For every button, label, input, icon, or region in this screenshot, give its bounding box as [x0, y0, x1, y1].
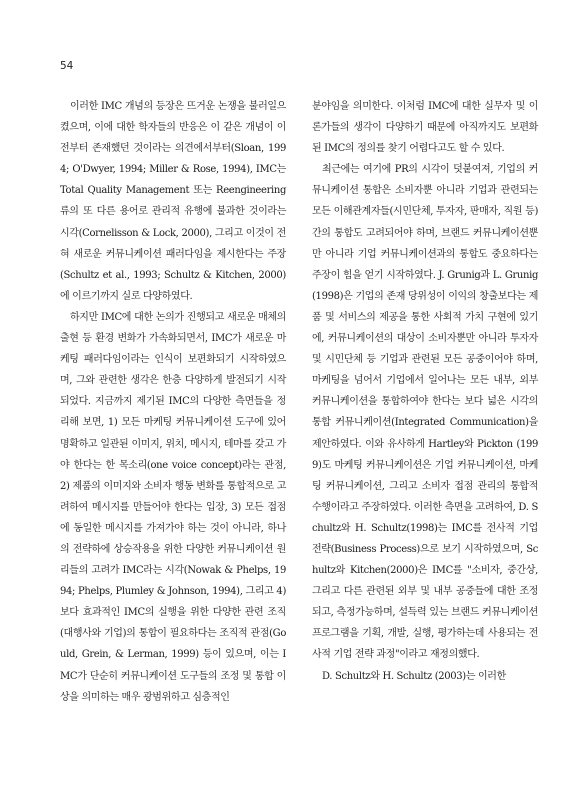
left-column [60, 96, 286, 708]
paragraph: 최근에는 여기에 PR의 시각이 덧붙여져, 기업의 커뮤니케이션 통합은 소비자뿐 아니라 기업과 관련되는 모든 이해관계자들(시민단체, 투자자, 판매자, 직원 등) 간의 통합도 고려되어야 하며, 브랜드 커뮤니케이션뿐만 아니라 기업 커뮤니케이션과의 통합도 중요하다는 주장이 힘을 얻기 시작하였다. J. Grunig과 L. Grunig (1998)은 기업의 존재 당위성이 이익의 창출보다는 제품 및 서비스의 제공을 통한 사회적 가치 구현에 있기에, 커뮤니케이션의 대상이 소비자뿐만 아니라 투자자 및 시민단체 등 기업과 관련된 모든 공중이어야 하며, 마케팅을 넘어서 기업에서 일어나는 모든 내부, 외부 커뮤니케이션을 통합하여야 한다는 보다 넓은 시각의 통합 커뮤니케이션(Integrated Communication)을 제안하였다. 이와 유사하게 Hartley와 Pickton (1999)도 마케팅 커뮤니케이션은 기업 커뮤니케이션, 마케팅 커뮤니케이션, 그리고 소비자 접점 관리의 통합적 수행이라고 주장하였다. 이러한 측면을 고려하여, D. Schultz와 H. Schultz(1998)는 IMC를 전사적 기업 전략(Business Process)으로 보기 시작하였으며, Schultz와 Kitchen(2000)은 IMC를 "소비자, 중간상, 그리고 다른 관련된 외부 및 내부 공중들에 대한 조정되고, 측정가능하며, 설득력 있는 브랜드 커뮤니케이션 프로그램을 기획, 개발, 실행, 평가하는데 사용되는 전사적 기업 전략 과정"이라고 재정의했다. [312, 164, 538, 661]
paragraph: D. Schultz와 H. Schultz (2003)는 이러한 [322, 670, 506, 682]
paragraph: 하지만 IMC에 대한 논의가 진행되고 새로운 매체의 출현 등 환경 변화가 가속화되면서, IMC가 새로운 마케팅 패러다임이라는 인식이 보편화되기 시작하였으며, 그와 관련한 생각은 한층 다양하게 발전되기 시작되었다. 지금까지 제기된 IMC의 다양한 측면들을 정리해 보면, 1) 모든 마케팅 커뮤니케이션 도구에 있어 명확하고 일관된 이미지, 위치, 메시지, 테마를 갖고 가야 한다는 한 목소리(one voice concept)라는 관점, 2) 제품의 이미지와 소비자 행동 변화를 통합적으로 고려하여 메시지를 만들어야 한다는 입장, 3) 모든 접점에 동일한 메시지를 가져가야 하는 것이 아니라, 하나의 전략하에 상승작용을 위한 다양한 커뮤니케이션 원리들의 고려가 IMC라는 시각(Nowak & Phelps, 1994; Phelps, Plumley & Johnson, 1994), 그리고 4) 보다 효과적인 IMC의 실행을 위한 다양한 관련 조직(대행사와 기업)의 통합이 필요하다는 조직적 관점(Gould, Grein, & Lerman, 1999) 등이 있으며, 이는 IMC가 단순히 커뮤니케이션 도구들의 조정 및 통합 이상을 의미하는 매우 광범위하고 심층적인 [60, 311, 286, 703]
paragraph: 이러한 IMC 개념의 등장은 뜨거운 논쟁을 불러일으켰으며, 이에 대한 학자들의 반응은 이 같은 개념이 이전부터 존재했던 것이라는 의견에서부터(Sloan, 1994; O'Dwyer, 1994; Miller & Rose, 1994), IMC는 Total Quality Management 또는 Reengineering 류의 또 다른 용어로 관리적 유행에 불과한 것이라는 시각(Cornelisson & Lock, 2000), 그리고 이것이 전혀 새로운 커뮤니케이션 패러다임을 제시한다는 주장(Schultz et al., 1993; Schultz & Kitchen, 2000)에 이르기까지 실로 다양하였다. [60, 101, 286, 302]
page-number: 54 [60, 60, 74, 72]
paragraph-continued: 분야임을 의미한다. 이처럼 IMC에 대한 실무자 및 이론가들의 생각이 다양하기 때문에 아직까지도 보편화된 IMC의 정의를 찾기 어렵다고도 할 수 있다. [312, 101, 538, 155]
right-column [312, 96, 538, 708]
body-columns [60, 96, 538, 708]
